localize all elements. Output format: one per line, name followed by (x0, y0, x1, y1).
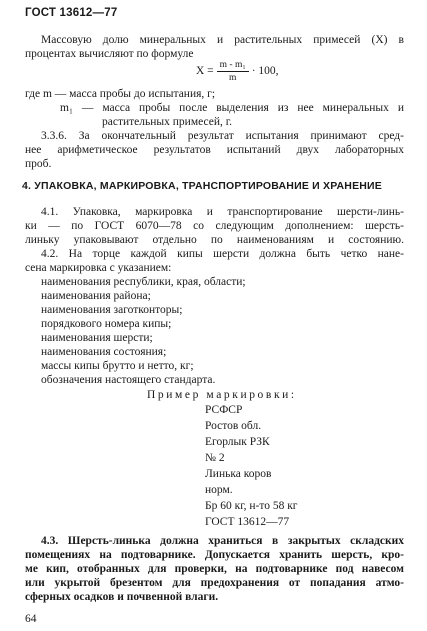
paragraph-line: 3.3.6. За окончательный результат испытания принимают сред- (41, 130, 404, 142)
paragraph-line: ки — по ГОСТ 6070—78 со следующим дополнением: шерсть- (25, 220, 404, 232)
formula-lhs: X = (196, 65, 214, 77)
formula-denominator: m (228, 72, 237, 83)
list-item: порядкового номера кипы; (41, 318, 172, 330)
example-line: РСФСР (205, 404, 243, 416)
example-title: Пример маркировки: (147, 389, 297, 401)
formula (196, 56, 279, 86)
list-item: наименования заготконторы; (41, 304, 183, 316)
paragraph-line: сена маркировка с указанием: (25, 262, 172, 274)
paragraph-line: нее арифметическое результатов испытаний двух лабораторных (25, 144, 404, 156)
list-item: наименования состояния; (41, 346, 167, 358)
paragraph-line: процентах вычисляют по формуле (25, 48, 194, 60)
section-heading: 4. УПАКОВКА, МАРКИРОВКА, ТРАНСПОРТИРОВАНИЕ И ХРАНЕНИЕ (22, 180, 383, 192)
definition-line: m₁ — масса пробы после выделения из нее минеральных и (60, 102, 404, 114)
list-item: массы кипы брутто и нетто, кг; (41, 360, 194, 372)
running-header: ГОСТ 13612—77 (25, 7, 118, 19)
list-item: обозначения настоящего стандарта. (41, 374, 216, 386)
paragraph-line: 4.3. Шерсть-линька должна храниться в закрытых складских (41, 535, 404, 547)
page-number: 64 (25, 613, 37, 625)
list-item: наименования республики, края, области; (41, 276, 246, 288)
formula-rhs: · 100, (251, 65, 279, 77)
list-item: наименования района; (41, 290, 151, 302)
paragraph-line: или укрытой брезентом для предохранения от попадания атмо- (25, 577, 404, 589)
example-line: ГОСТ 13612—77 (205, 516, 290, 528)
example-line: Егорлык РЗК (205, 436, 270, 448)
formula-fraction (217, 59, 249, 84)
paragraph-line: линьку упаковывают отдельно по наименованиям и состоянию. (25, 234, 404, 246)
example-line: Линька коров (205, 468, 272, 480)
formula-numerator: m - m₁ (217, 59, 249, 72)
definition-line: растительных примесей, г. (102, 116, 233, 128)
example-line: Ростов обл. (205, 420, 262, 432)
paragraph-line: 4.2. На торце каждой кипы шерсти должна быть четко нане- (41, 248, 404, 260)
example-line: норм. (205, 484, 233, 496)
paragraph-line: 4.1. Упаковка, маркировка и транспортирование шерсти-линь- (41, 206, 404, 218)
paragraph-line: помещениях на подтоварнике. Допускается хранить шерсть, кро- (25, 549, 404, 561)
paragraph-line: сферных осадков и почвенной влаги. (25, 591, 219, 603)
paragraph-line: проб. (25, 158, 52, 170)
example-line: Бр 60 кг, н-то 58 кг (205, 500, 298, 512)
example-line: № 2 (205, 452, 225, 464)
list-item: наименования шерсти; (41, 332, 153, 344)
paragraph-line: ме кип, отобранных для проверки, на подтоварнике под навесом (25, 563, 404, 575)
paragraph-line: Массовую долю минеральных и растительных примесей (X) в (41, 34, 404, 46)
definition-line: где m — масса пробы до испытания, г; (25, 88, 216, 100)
